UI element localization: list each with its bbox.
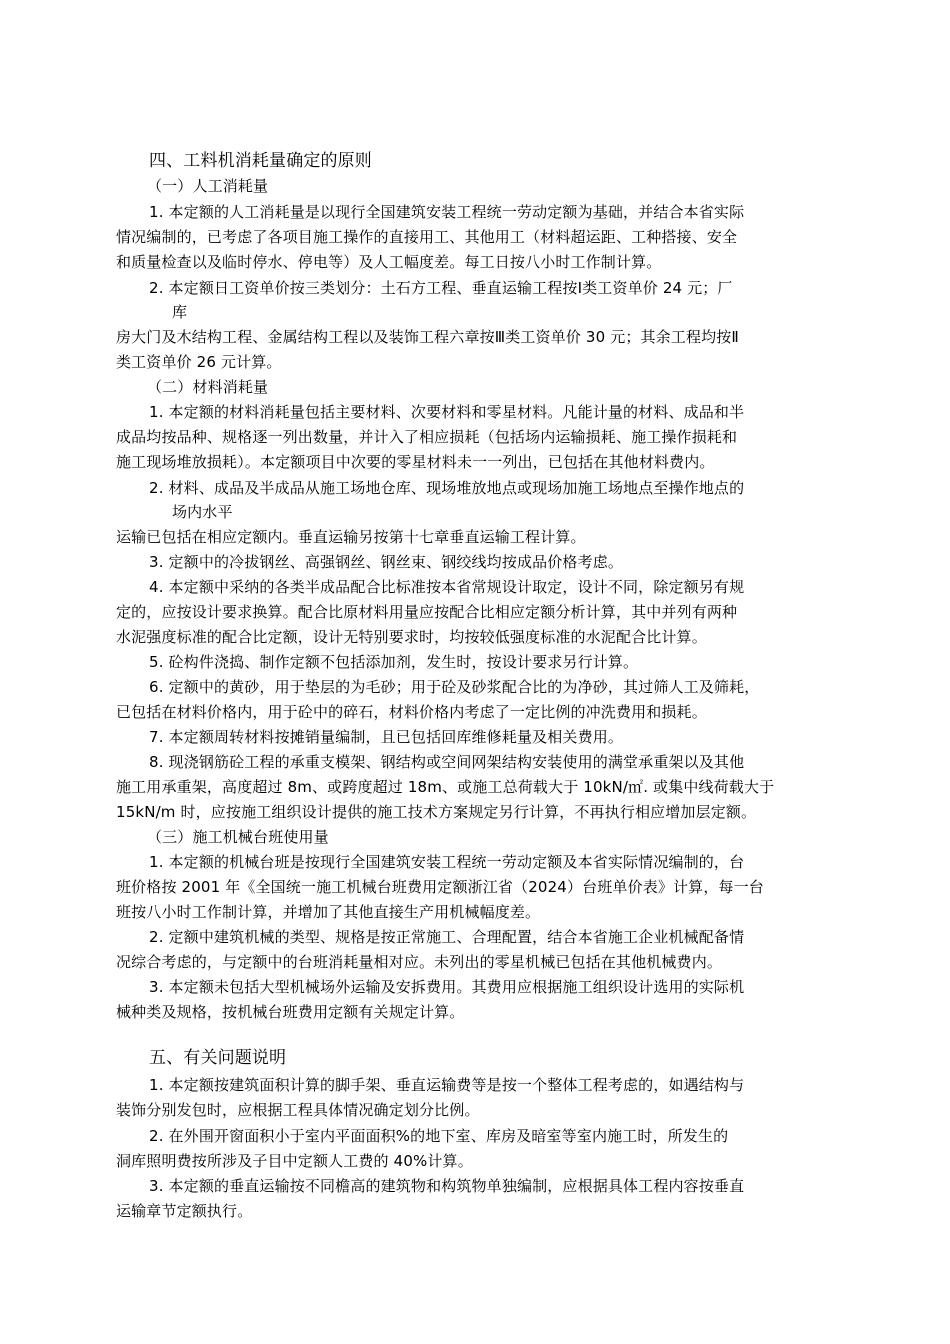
- paragraph-line: 15kN/m 时，应按施工组织设计提供的施工技术方案规定另行计算，不再执行相应增加层定额。: [116, 803, 757, 821]
- paragraph-line: 定的，应按设计要求换算。配合比原材料用量应按配合比相应定额分析计算，其中并列有两种: [116, 603, 738, 621]
- labor-heading: （一）人工消耗量: [147, 177, 269, 195]
- paragraph-line: 2. 在外围开窗面积小于室内平面面积%的地下室、库房及暗室等室内施工时，所发生的: [149, 1127, 729, 1145]
- paragraph-line: 运输章节定额执行。: [116, 1202, 253, 1220]
- paragraph-line: 班按八小时工作制计算，并增加了其他直接生产用机械幅度差。: [116, 903, 541, 921]
- paragraph-line: 4. 本定额中采纳的各类半成品配合比标准按本省常规设计取定，设计不同，除定额另有规: [149, 578, 745, 596]
- paragraph-line: 1. 本定额的材料消耗量包括主要材料、次要材料和零星材料。凡能计量的材料、成品和半: [149, 403, 745, 421]
- paragraph-line: 8. 现浇钢筋砼工程的承重支模架、钢结构或空间网架结构安装使用的满堂承重架以及其他: [149, 753, 745, 771]
- paragraph-line: 房大门及木结构工程、金属结构工程以及装饰工程六章按Ⅲ类工资单价 30 元；其余工程均按Ⅱ: [116, 328, 739, 346]
- section5-title: 五、有关问题说明: [149, 1048, 287, 1068]
- paragraph-line: 和质量检查以及临时停水、停电等）及人工幅度差。每工日按八小时工作制计算。: [116, 253, 662, 271]
- section4-title: 四、工料机消耗量确定的原则: [149, 151, 372, 171]
- paragraph-line: 1. 本定额的机械台班是按现行全国建筑安装工程统一劳动定额及本省实际情况编制的，台: [149, 853, 745, 871]
- paragraph-line: 运输已包括在相应定额内。垂直运输另按第十七章垂直运输工程计算。: [116, 528, 586, 546]
- paragraph-line: 2. 本定额日工资单价按三类划分：土石方工程、垂直运输工程按Ⅰ类工资单价 24 元；厂: [149, 279, 733, 297]
- paragraph-line: 3. 本定额的垂直运输按不同檐高的建筑物和构筑物单独编制，应根据具体工程内容按垂直: [149, 1177, 745, 1195]
- paragraph-line: 2. 定额中建筑机械的类型、规格是按正常施工、合理配置，结合本省施工企业机械配备情: [149, 928, 745, 946]
- paragraph-line: 类工资单价 26 元计算。: [116, 353, 282, 371]
- paragraph-line: 装饰分别发包时，应根据工程具体情况确定划分比例。: [116, 1101, 480, 1119]
- paragraph-line: 况综合考虑的，与定额中的台班消耗量相对应。未列出的零星机械已包括在其他机械费内。: [116, 953, 723, 971]
- paragraph-line: 6. 定额中的黄砂，用于垫层的为毛砂；用于砼及砂浆配合比的为净砂，其过筛人工及筛耗，: [149, 678, 760, 696]
- machinery-heading: （三）施工机械台班使用量: [147, 828, 329, 846]
- paragraph-line: 场内水平: [172, 503, 233, 521]
- paragraph-line: 3. 本定额未包括大型机械场外运输及安拆费用。其费用应根据施工组织设计选用的实际机: [149, 978, 745, 996]
- paragraph-line: 1. 本定额的人工消耗量是以现行全国建筑安装工程统一劳动定额为基础，并结合本省实际: [149, 203, 745, 221]
- paragraph-line: 1. 本定额按建筑面积计算的脚手架、垂直运输费等是按一个整体工程考虑的，如遇结构与: [149, 1076, 745, 1094]
- paragraph-line: 洞库照明费按所涉及子目中定额人工费的 40%计算。: [116, 1152, 473, 1170]
- paragraph-line: 2. 材料、成品及半成品从施工场地仓库、现场堆放地点或现场加施工场地点至操作地点的: [149, 479, 745, 497]
- paragraph-line: 已包括在材料价格内，用于砼中的碎石，材料价格内考虑了一定比例的冲洗费用和损耗。: [116, 703, 707, 721]
- paragraph-line: 库: [172, 303, 188, 321]
- paragraph-line: 水泥强度标准的配合比定额，设计无特别要求时，均按较低强度标准的水泥配合比计算。: [116, 628, 707, 646]
- paragraph-line: 7. 本定额周转材料按摊销量编制，且已包括回库维修耗量及相关费用。: [149, 728, 624, 746]
- paragraph-line: 械种类及规格，按机械台班费用定额有关规定计算。: [116, 1003, 465, 1021]
- paragraph-line: 班价格按 2001 年《全国统一施工机械台班费用定额浙江省（2024）台班单价表》计算，每一台: [116, 878, 764, 896]
- paragraph-line: 成品均按品种、规格逐一列出数量，并计入了相应损耗（包括场内运输损耗、施工操作损耗和: [116, 428, 738, 446]
- paragraph-line: 施工现场堆放损耗）。本定额项目中次要的零星材料未一一列出，已包括在其他材料费内。: [116, 453, 715, 471]
- materials-heading: （二）材料消耗量: [147, 378, 269, 396]
- paragraph-line: 情况编制的，已考虑了各项目施工操作的直接用工、其他用工（材料超运距、工种搭接、安全: [116, 228, 738, 246]
- paragraph-line: 5. 砼构件浇捣、制作定额不包括添加剂，发生时，按设计要求另行计算。: [149, 653, 639, 671]
- paragraph-line: 3. 定额中的冷拔钢丝、高强钢丝、钢丝束、钢绞线均按成品价格考虑。: [149, 553, 624, 571]
- paragraph-line: 施工用承重架，高度超过 8m、或跨度超过 18m、或施工总荷载大于 10kN/㎡. 或集中线荷载大于: [116, 778, 775, 796]
